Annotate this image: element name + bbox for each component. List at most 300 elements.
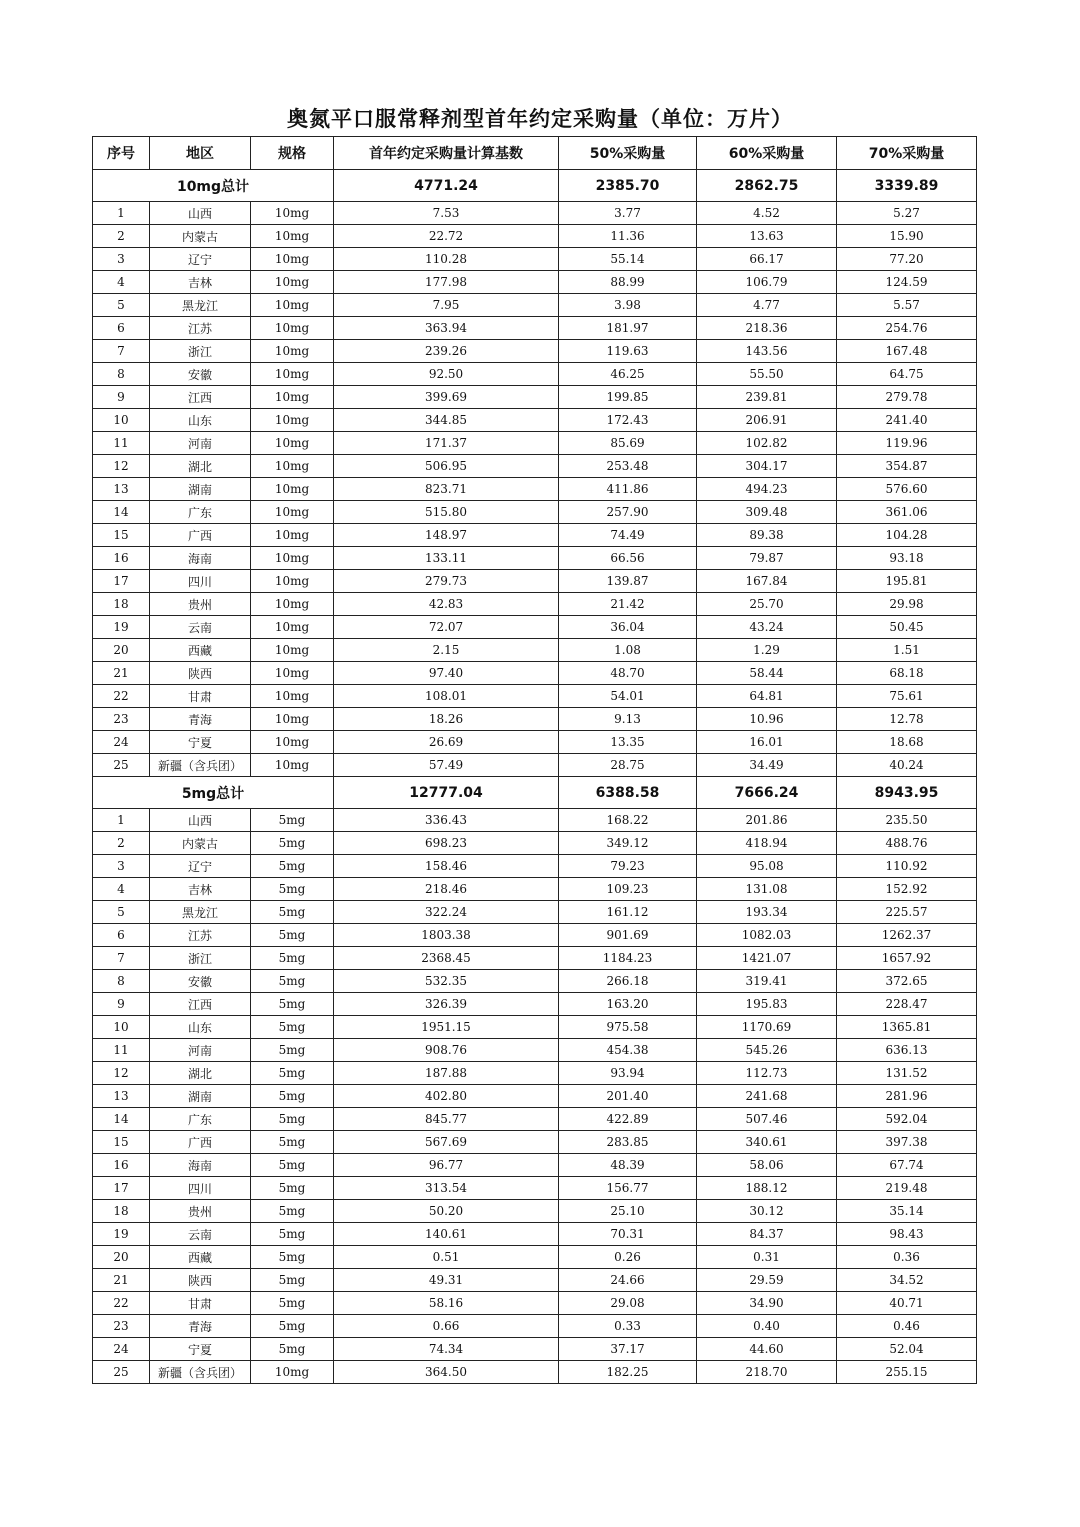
row-70-volume: 152.92 [837,878,977,901]
row-70-volume: 64.75 [837,363,977,386]
row-region: 江西 [150,386,251,409]
table-row [93,901,977,924]
row-index: 22 [93,1292,150,1315]
row-index: 19 [93,1223,150,1246]
row-index: 9 [93,386,150,409]
row-60-volume: 507.46 [697,1108,837,1131]
row-60-volume: 218.36 [697,317,837,340]
row-70-volume: 50.45 [837,616,977,639]
row-base-volume: 567.69 [334,1131,559,1154]
row-index: 8 [93,970,150,993]
row-60-volume: 193.34 [697,901,837,924]
row-60-volume: 143.56 [697,340,837,363]
row-70-volume: 5.57 [837,294,977,317]
row-60-volume: 0.40 [697,1315,837,1338]
row-50-volume: 975.58 [559,1016,697,1039]
row-50-volume: 46.25 [559,363,697,386]
row-region: 安徽 [150,363,251,386]
row-70-volume: 0.46 [837,1315,977,1338]
row-index: 2 [93,832,150,855]
row-index: 16 [93,547,150,570]
row-70-volume: 34.52 [837,1269,977,1292]
row-index: 18 [93,593,150,616]
row-50-volume: 139.87 [559,570,697,593]
row-50-volume: 454.38 [559,1039,697,1062]
subtotal-label: 5mg总计 [93,777,334,809]
row-index: 6 [93,317,150,340]
row-70-volume: 397.38 [837,1131,977,1154]
row-60-volume: 201.86 [697,809,837,832]
row-spec: 5mg [251,1223,334,1246]
table-row [93,317,977,340]
subtotal-70-volume: 8943.95 [837,777,977,809]
row-50-volume: 201.40 [559,1085,697,1108]
row-index: 13 [93,1085,150,1108]
row-base-volume: 326.39 [334,993,559,1016]
row-index: 17 [93,1177,150,1200]
row-70-volume: 124.59 [837,271,977,294]
header-index: 序号 [93,137,150,170]
row-base-volume: 22.72 [334,225,559,248]
row-base-volume: 171.37 [334,432,559,455]
row-60-volume: 188.12 [697,1177,837,1200]
table-row [93,570,977,593]
row-70-volume: 241.40 [837,409,977,432]
table-row [93,993,977,1016]
row-base-volume: 133.11 [334,547,559,570]
row-index: 1 [93,202,150,225]
row-50-volume: 1184.23 [559,947,697,970]
row-50-volume: 48.70 [559,662,697,685]
row-base-volume: 18.26 [334,708,559,731]
row-spec: 5mg [251,1269,334,1292]
row-50-volume: 349.12 [559,832,697,855]
row-spec: 10mg [251,547,334,570]
row-spec: 5mg [251,947,334,970]
table-row [93,662,977,685]
row-base-volume: 50.20 [334,1200,559,1223]
row-region: 广西 [150,524,251,547]
row-60-volume: 319.41 [697,970,837,993]
row-spec: 5mg [251,1177,334,1200]
row-spec: 10mg [251,639,334,662]
row-region: 浙江 [150,340,251,363]
row-base-volume: 7.95 [334,294,559,317]
table-row [93,731,977,754]
row-spec: 5mg [251,1085,334,1108]
row-base-volume: 158.46 [334,855,559,878]
header-region: 地区 [150,137,251,170]
row-60-volume: 13.63 [697,225,837,248]
row-60-volume: 29.59 [697,1269,837,1292]
row-index: 23 [93,1315,150,1338]
row-index: 3 [93,248,150,271]
row-spec: 10mg [251,754,334,777]
row-spec: 5mg [251,809,334,832]
table-row [93,924,977,947]
row-50-volume: 181.97 [559,317,697,340]
row-60-volume: 4.77 [697,294,837,317]
row-50-volume: 13.35 [559,731,697,754]
row-index: 24 [93,731,150,754]
subtotal-base-volume: 12777.04 [334,777,559,809]
row-base-volume: 845.77 [334,1108,559,1131]
row-index: 14 [93,1108,150,1131]
row-50-volume: 66.56 [559,547,697,570]
row-50-volume: 93.94 [559,1062,697,1085]
row-index: 1 [93,809,150,832]
row-index: 5 [93,901,150,924]
row-index: 9 [93,993,150,1016]
row-70-volume: 195.81 [837,570,977,593]
row-base-volume: 72.07 [334,616,559,639]
row-70-volume: 219.48 [837,1177,977,1200]
row-region: 甘肃 [150,1292,251,1315]
row-index: 25 [93,754,150,777]
row-spec: 10mg [251,570,334,593]
row-region: 辽宁 [150,855,251,878]
row-region: 湖北 [150,1062,251,1085]
row-70-volume: 1657.92 [837,947,977,970]
row-index: 22 [93,685,150,708]
row-70-volume: 488.76 [837,832,977,855]
row-base-volume: 532.35 [334,970,559,993]
row-50-volume: 29.08 [559,1292,697,1315]
row-spec: 10mg [251,685,334,708]
row-spec: 10mg [251,524,334,547]
row-base-volume: 313.54 [334,1177,559,1200]
row-index: 4 [93,878,150,901]
row-70-volume: 225.57 [837,901,977,924]
row-index: 7 [93,947,150,970]
row-index: 14 [93,501,150,524]
row-70-volume: 131.52 [837,1062,977,1085]
row-60-volume: 418.94 [697,832,837,855]
table-row [93,524,977,547]
table-row [93,501,977,524]
row-60-volume: 0.31 [697,1246,837,1269]
row-spec: 5mg [251,1062,334,1085]
header-60-volume: 60%采购量 [697,137,837,170]
row-70-volume: 52.04 [837,1338,977,1361]
row-50-volume: 88.99 [559,271,697,294]
row-region: 云南 [150,616,251,639]
row-base-volume: 402.80 [334,1085,559,1108]
row-spec: 5mg [251,1016,334,1039]
row-base-volume: 140.61 [334,1223,559,1246]
row-50-volume: 36.04 [559,616,697,639]
row-region: 浙江 [150,947,251,970]
row-base-volume: 74.34 [334,1338,559,1361]
row-70-volume: 255.15 [837,1361,977,1384]
row-region: 河南 [150,1039,251,1062]
row-base-volume: 2368.45 [334,947,559,970]
row-70-volume: 93.18 [837,547,977,570]
row-spec: 10mg [251,409,334,432]
row-70-volume: 228.47 [837,993,977,1016]
row-spec: 10mg [251,501,334,524]
row-70-volume: 77.20 [837,248,977,271]
row-70-volume: 636.13 [837,1039,977,1062]
row-60-volume: 304.17 [697,455,837,478]
row-70-volume: 1262.37 [837,924,977,947]
row-region: 海南 [150,547,251,570]
row-70-volume: 67.74 [837,1154,977,1177]
row-60-volume: 4.52 [697,202,837,225]
row-region: 云南 [150,1223,251,1246]
row-spec: 5mg [251,901,334,924]
header-row [93,137,977,170]
row-60-volume: 545.26 [697,1039,837,1062]
row-region: 贵州 [150,1200,251,1223]
row-70-volume: 1.51 [837,639,977,662]
row-region: 湖南 [150,478,251,501]
row-index: 18 [93,1200,150,1223]
row-base-volume: 177.98 [334,271,559,294]
row-70-volume: 35.14 [837,1200,977,1223]
row-index: 5 [93,294,150,317]
row-region: 广西 [150,1131,251,1154]
row-base-volume: 110.28 [334,248,559,271]
row-50-volume: 1.08 [559,639,697,662]
row-60-volume: 58.06 [697,1154,837,1177]
row-70-volume: 98.43 [837,1223,977,1246]
row-spec: 10mg [251,202,334,225]
table-row [93,1016,977,1039]
row-70-volume: 40.71 [837,1292,977,1315]
row-base-volume: 823.71 [334,478,559,501]
table-row [93,1246,977,1269]
row-base-volume: 515.80 [334,501,559,524]
row-spec: 10mg [251,708,334,731]
row-base-volume: 239.26 [334,340,559,363]
row-region: 山东 [150,409,251,432]
row-60-volume: 58.44 [697,662,837,685]
row-50-volume: 48.39 [559,1154,697,1177]
row-spec: 10mg [251,593,334,616]
table-row [93,947,977,970]
row-50-volume: 0.26 [559,1246,697,1269]
row-index: 25 [93,1361,150,1384]
subtotal-50-volume: 6388.58 [559,777,697,809]
table-row [93,455,977,478]
table-row [93,202,977,225]
row-region: 陕西 [150,662,251,685]
row-70-volume: 119.96 [837,432,977,455]
table-row [93,1039,977,1062]
row-spec: 5mg [251,924,334,947]
row-index: 15 [93,524,150,547]
row-region: 广东 [150,501,251,524]
row-spec: 10mg [251,478,334,501]
row-50-volume: 182.25 [559,1361,697,1384]
row-index: 2 [93,225,150,248]
table-row [93,1108,977,1131]
row-index: 20 [93,639,150,662]
table-row [93,1200,977,1223]
row-50-volume: 9.13 [559,708,697,731]
row-50-volume: 161.12 [559,901,697,924]
row-region: 宁夏 [150,731,251,754]
row-region: 海南 [150,1154,251,1177]
row-70-volume: 5.27 [837,202,977,225]
row-50-volume: 172.43 [559,409,697,432]
row-base-volume: 108.01 [334,685,559,708]
row-spec: 10mg [251,616,334,639]
row-region: 江西 [150,993,251,1016]
row-70-volume: 40.24 [837,754,977,777]
row-index: 11 [93,1039,150,1062]
row-index: 10 [93,409,150,432]
row-60-volume: 10.96 [697,708,837,731]
row-50-volume: 253.48 [559,455,697,478]
row-70-volume: 110.92 [837,855,977,878]
row-70-volume: 235.50 [837,809,977,832]
row-70-volume: 29.98 [837,593,977,616]
row-spec: 5mg [251,1338,334,1361]
row-50-volume: 257.90 [559,501,697,524]
table-row [93,294,977,317]
row-index: 12 [93,1062,150,1085]
row-spec: 5mg [251,1039,334,1062]
row-region: 四川 [150,1177,251,1200]
table-row [93,432,977,455]
row-region: 安徽 [150,970,251,993]
row-50-volume: 37.17 [559,1338,697,1361]
row-region: 宁夏 [150,1338,251,1361]
row-index: 11 [93,432,150,455]
row-50-volume: 168.22 [559,809,697,832]
row-50-volume: 25.10 [559,1200,697,1223]
row-50-volume: 70.31 [559,1223,697,1246]
row-spec: 5mg [251,1131,334,1154]
row-spec: 10mg [251,662,334,685]
row-50-volume: 901.69 [559,924,697,947]
row-region: 山西 [150,809,251,832]
row-60-volume: 218.70 [697,1361,837,1384]
row-70-volume: 68.18 [837,662,977,685]
row-spec: 10mg [251,248,334,271]
row-50-volume: 85.69 [559,432,697,455]
table-row [93,616,977,639]
row-index: 15 [93,1131,150,1154]
row-base-volume: 1803.38 [334,924,559,947]
row-60-volume: 206.91 [697,409,837,432]
row-region: 江苏 [150,317,251,340]
row-50-volume: 266.18 [559,970,697,993]
row-70-volume: 12.78 [837,708,977,731]
table-row [93,832,977,855]
row-region: 内蒙古 [150,832,251,855]
row-region: 青海 [150,708,251,731]
row-base-volume: 96.77 [334,1154,559,1177]
table-row [93,685,977,708]
row-70-volume: 75.61 [837,685,977,708]
subtotal-label: 10mg总计 [93,170,334,202]
header-base-volume: 首年约定采购量计算基数 [334,137,559,170]
table-row [93,1338,977,1361]
row-base-volume: 363.94 [334,317,559,340]
row-50-volume: 74.49 [559,524,697,547]
row-60-volume: 241.68 [697,1085,837,1108]
row-50-volume: 163.20 [559,993,697,1016]
row-50-volume: 109.23 [559,878,697,901]
row-base-volume: 506.95 [334,455,559,478]
row-base-volume: 7.53 [334,202,559,225]
row-index: 21 [93,662,150,685]
row-60-volume: 34.49 [697,754,837,777]
row-70-volume: 279.78 [837,386,977,409]
row-spec: 5mg [251,993,334,1016]
table-row [93,1131,977,1154]
row-base-volume: 0.66 [334,1315,559,1338]
row-region: 湖北 [150,455,251,478]
row-60-volume: 340.61 [697,1131,837,1154]
row-60-volume: 44.60 [697,1338,837,1361]
row-base-volume: 42.83 [334,593,559,616]
table-row [93,809,977,832]
row-spec: 5mg [251,1315,334,1338]
row-region: 广东 [150,1108,251,1131]
row-spec: 5mg [251,970,334,993]
row-50-volume: 55.14 [559,248,697,271]
row-60-volume: 1082.03 [697,924,837,947]
row-spec: 5mg [251,1108,334,1131]
row-50-volume: 54.01 [559,685,697,708]
row-70-volume: 281.96 [837,1085,977,1108]
table-row [93,1292,977,1315]
table-row [93,1062,977,1085]
table-row [93,593,977,616]
row-50-volume: 3.77 [559,202,697,225]
row-region: 吉林 [150,271,251,294]
row-60-volume: 16.01 [697,731,837,754]
row-index: 19 [93,616,150,639]
row-60-volume: 309.48 [697,501,837,524]
row-base-volume: 92.50 [334,363,559,386]
row-spec: 5mg [251,1200,334,1223]
row-70-volume: 254.76 [837,317,977,340]
subtotal-60-volume: 7666.24 [697,777,837,809]
row-region: 辽宁 [150,248,251,271]
row-60-volume: 43.24 [697,616,837,639]
row-spec: 10mg [251,386,334,409]
row-index: 13 [93,478,150,501]
row-50-volume: 119.63 [559,340,697,363]
row-spec: 10mg [251,294,334,317]
row-region: 山西 [150,202,251,225]
row-60-volume: 34.90 [697,1292,837,1315]
table-row [93,970,977,993]
row-base-volume: 97.40 [334,662,559,685]
row-50-volume: 24.66 [559,1269,697,1292]
row-60-volume: 55.50 [697,363,837,386]
subtotal-60-volume: 2862.75 [697,170,837,202]
row-region: 四川 [150,570,251,593]
row-spec: 10mg [251,340,334,363]
table-row [93,1154,977,1177]
procurement-table [92,136,977,1384]
row-spec: 10mg [251,455,334,478]
row-base-volume: 698.23 [334,832,559,855]
row-60-volume: 79.87 [697,547,837,570]
row-base-volume: 1951.15 [334,1016,559,1039]
row-index: 16 [93,1154,150,1177]
row-spec: 10mg [251,1361,334,1384]
row-spec: 10mg [251,317,334,340]
row-index: 21 [93,1269,150,1292]
table-row [93,1269,977,1292]
